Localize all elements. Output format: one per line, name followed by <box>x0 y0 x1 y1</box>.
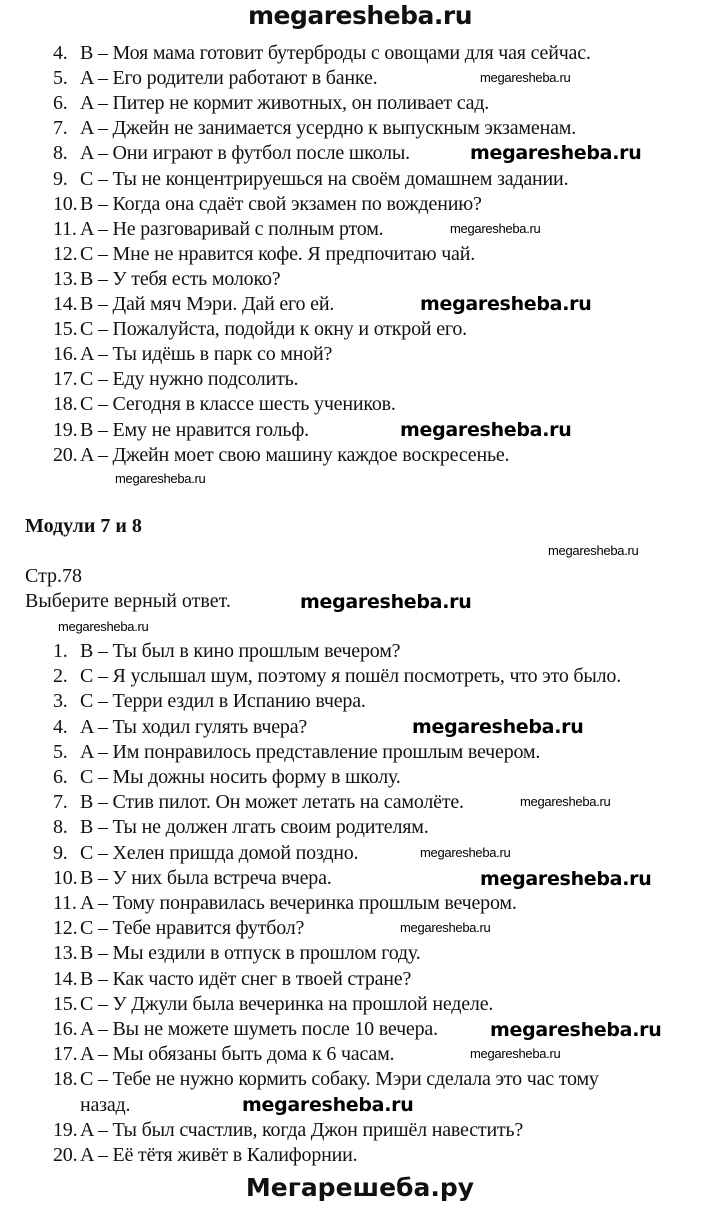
item-text: B – Как часто идёт снег в твоей стране? <box>80 967 412 990</box>
item-text: B – Когда она сдаёт свой экзамен по вождению? <box>80 192 482 215</box>
item-number: 12. <box>53 917 78 940</box>
watermark: megaresheba.ru <box>115 471 206 486</box>
item-text: A – Им понравилось представление прошлым вечером. <box>80 740 541 763</box>
watermark: megaresheba.ru <box>480 70 571 85</box>
item-text: A – Её тётя живёт в Калифорнии. <box>80 1144 358 1166</box>
item-text: A – Они играют в футбол после школы. <box>80 142 410 165</box>
item-text: B – Ты был в кино прошлым вечером? <box>80 640 401 662</box>
item-text: A – Питер не кормит животных, он поливает сад. <box>80 92 490 115</box>
list-item <box>53 443 509 467</box>
watermark: megaresheba.ru <box>242 1094 414 1116</box>
item-number: 4. <box>53 42 68 64</box>
item-text: B – Ты не должен лгать своим родителям. <box>80 816 429 839</box>
watermark: megaresheba.ru <box>450 221 541 236</box>
item-number: 5. <box>53 67 68 90</box>
item-number: 11. <box>53 217 77 240</box>
item-text: A – Его родители работают в банке. <box>80 67 378 90</box>
list-item <box>53 815 429 839</box>
item-text: C – Мы дожны носить форму в школу. <box>80 766 401 788</box>
list-item <box>53 41 591 65</box>
footer-title: Мегарешеба.ру <box>245 1173 475 1202</box>
list-item <box>53 1067 599 1091</box>
item-number: 17. <box>53 1043 78 1066</box>
item-number: 8. <box>53 816 68 839</box>
item-number: 5. <box>53 740 68 763</box>
list-item <box>53 167 568 191</box>
item-text: A – Ты был счастлив, когда Джон пришёл навестить? <box>80 1118 524 1141</box>
item-number: 20. <box>53 1144 78 1166</box>
item-text: C – Еду нужно подсолить. <box>80 368 299 391</box>
item-number: 13. <box>53 267 78 290</box>
page-reference: Стр.78 <box>25 565 83 587</box>
list-item <box>53 891 517 915</box>
list-item <box>53 765 401 789</box>
list-item <box>53 715 307 739</box>
item-text: B – У них была встреча вчера. <box>80 866 332 889</box>
list-item <box>53 267 280 291</box>
list-item <box>53 192 482 216</box>
item-number: 11. <box>53 892 77 914</box>
watermark: megaresheba.ru <box>420 845 511 860</box>
item-number: 10. <box>53 866 78 889</box>
watermark: megaresheba.ru <box>520 794 611 809</box>
item-number: 15. <box>53 992 78 1015</box>
list-item <box>53 342 332 366</box>
item-text: B – Моя мама готовит бутерброды с овощами для чая сейчас. <box>80 42 591 64</box>
watermark: megaresheba.ru <box>400 419 572 441</box>
list-item <box>53 392 396 416</box>
instruction: Выберите верный ответ. <box>25 590 231 612</box>
watermark: megaresheba.ru <box>470 142 642 164</box>
watermark: megaresheba.ru <box>400 920 491 935</box>
list-item <box>53 1017 438 1041</box>
item-number: 16. <box>53 343 78 366</box>
item-text: B – Мы ездили в отпуск в прошлом году. <box>80 942 421 965</box>
item-text: C – Ты не концентрируешься на своём домашнем задании. <box>80 167 569 190</box>
item-text: A – Мы обязаны быть дома к 6 часам. <box>80 1043 395 1066</box>
watermark: megaresheba.ru <box>412 716 584 738</box>
item-number: 15. <box>53 318 78 341</box>
item-text: C – Тебе нравится футбол? <box>80 917 305 940</box>
item-text: C – Терри ездил в Испанию вчера. <box>80 690 366 713</box>
list-item <box>53 317 467 341</box>
item-number: 16. <box>53 1018 78 1040</box>
item-number: 6. <box>53 766 68 788</box>
item-text: C – Мне не нравится кофе. Я предпочитаю чай. <box>80 242 476 265</box>
item-number: 14. <box>53 967 78 990</box>
item-number: 13. <box>53 942 78 965</box>
item-number: 14. <box>53 293 78 315</box>
item-number: 18. <box>53 1068 78 1091</box>
item-number: 10. <box>53 192 78 215</box>
item-number: 4. <box>53 715 68 738</box>
list-item <box>53 992 493 1016</box>
item-text: A – Не разговаривай с полным ртом. <box>80 217 384 240</box>
item-number: 7. <box>53 117 68 140</box>
list-item <box>53 1118 523 1142</box>
watermark: megaresheba.ru <box>490 1019 662 1041</box>
item-text: A – Ты идёшь в парк со мной? <box>80 343 333 366</box>
item-number: 8. <box>53 142 68 165</box>
list-item <box>53 91 489 115</box>
item-text: A – Тому понравилась вечеринка прошлым вечером. <box>80 892 517 914</box>
list-item <box>53 217 383 241</box>
item-text: A – Ты ходил гулять вчера? <box>80 715 308 738</box>
list-item <box>53 292 334 316</box>
item-number: 17. <box>53 368 78 391</box>
list-item <box>53 664 621 688</box>
item-text: C – Пожалуйста, подойди к окну и открой его. <box>80 318 467 341</box>
list-item <box>53 1143 357 1167</box>
item-text: A – Джейн моет свою машину каждое воскресенье. <box>80 443 510 466</box>
list-item <box>53 841 358 865</box>
item-number: 20. <box>53 443 78 466</box>
item-number: 19. <box>53 1118 78 1141</box>
watermark: megaresheba.ru <box>480 868 652 890</box>
list-item <box>53 141 410 165</box>
site-title: megaresheba.ru <box>247 1 473 30</box>
watermark: megaresheba.ru <box>420 293 592 315</box>
watermark: megaresheba.ru <box>58 619 149 634</box>
watermark: megaresheba.ru <box>470 1046 561 1061</box>
item-text: C – У Джули была вечеринка на прошлой неделе. <box>80 992 494 1015</box>
item-text: C – Сегодня в классе шесть учеников. <box>80 393 396 416</box>
watermark: megaresheba.ru <box>548 543 639 558</box>
list-item <box>53 740 540 764</box>
list-item <box>53 790 464 814</box>
list-item <box>53 916 304 940</box>
item-number: 12. <box>53 242 78 265</box>
item-text: C – Хелен пришда домой поздно. <box>80 841 359 864</box>
list-item <box>53 116 576 140</box>
item-number: 19. <box>53 418 78 441</box>
item-number: 6. <box>53 92 68 115</box>
list-item <box>53 967 411 991</box>
item-number: 9. <box>53 167 68 190</box>
item-text: B – У тебя есть молоко? <box>80 267 281 290</box>
item-text: B – Ему не нравится гольф. <box>80 418 309 441</box>
item-text: C – Тебе не нужно кормить собаку. Мэри сделала это час тому <box>80 1068 599 1091</box>
section-heading: Модули 7 и 8 <box>25 515 142 537</box>
item-text: B – Стив пилот. Он может летать на самолёте. <box>80 791 464 814</box>
item-number: 3. <box>53 690 68 713</box>
item-text: назад. <box>80 1093 131 1116</box>
list-item <box>53 367 298 391</box>
list-item <box>53 242 475 266</box>
item-number: 1. <box>53 640 68 662</box>
item-text: A – Вы не можете шуметь после 10 вечера. <box>80 1018 438 1040</box>
list-item <box>53 689 366 713</box>
list-item <box>53 1042 394 1066</box>
item-number: 18. <box>53 393 78 416</box>
list-item <box>53 866 332 890</box>
watermark: megaresheba.ru <box>300 591 472 613</box>
item-text: A – Джейн не занимается усердно к выпускным экзаменам. <box>80 117 577 140</box>
list-item <box>53 418 309 442</box>
list-item <box>53 639 400 663</box>
list-item <box>53 1093 130 1117</box>
list-item <box>53 941 421 965</box>
list-item <box>53 66 377 90</box>
item-text: C – Я услышал шум, поэтому я пошёл посмотреть, что это было. <box>80 665 622 688</box>
item-text: B – Дай мяч Мэри. Дай его ей. <box>80 293 335 315</box>
item-number: 2. <box>53 665 68 688</box>
item-number: 7. <box>53 791 68 814</box>
item-number: 9. <box>53 841 68 864</box>
